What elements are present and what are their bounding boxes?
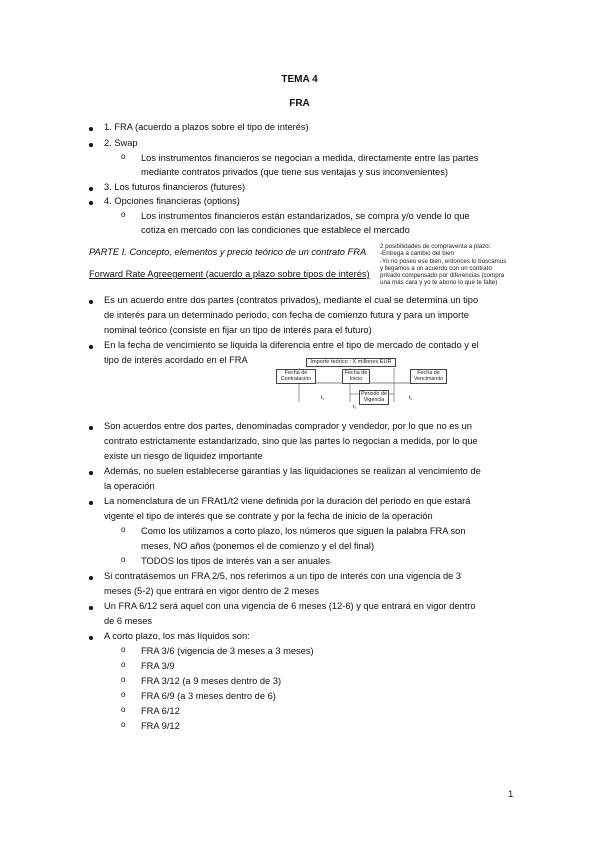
part-title: PARTE I. Concepto, elementos y precio teórico de un contrato FRA: [89, 247, 367, 257]
paragraph-line: Un FRA 6/12 será aquel con una vigencia de 6 meses (12-6) y que entrará en vigor dentro: [104, 601, 476, 611]
intro-item: 4. Opciones financieras (options): [104, 196, 240, 206]
bullet: [89, 201, 93, 205]
sub-bullet: o: [121, 720, 126, 729]
label-t2: t₂: [409, 395, 413, 401]
fra-timeline-diagram: [258, 356, 448, 414]
fra-item: FRA 6/12: [141, 706, 180, 716]
intro-item: 1. FRA (acuerdo a plazos sobre el tipo de interés): [104, 122, 309, 132]
paragraph-line: A corto plazo, los más líquidos son:: [104, 631, 250, 641]
sub-bullet: o: [121, 555, 126, 564]
bullet: [89, 187, 93, 191]
sub-line: TODOS los tipos de interés van a ser anuales: [141, 556, 330, 566]
paragraph-line: contrato estrictamente estandarizado, sino que las partes lo negocian a medida, por lo que: [104, 436, 478, 446]
paragraph-line: existe un riesgo de liquidez importante: [104, 451, 263, 461]
sub-bullet: o: [121, 705, 126, 714]
paragraph-line: meses (5-2) que entrará en vigor dentro de 2 meses: [104, 586, 319, 596]
paragraph-line: Además, no suelen establecerse garantías y las liquidaciones se realizan al vencimiento de: [104, 466, 481, 476]
box-periodo-vigencia: Periodo de Vigencia: [360, 391, 388, 403]
bullet: [89, 127, 93, 131]
doc-title: TEMA 4: [281, 74, 318, 85]
doc-subtitle: FRA: [289, 98, 310, 109]
bullet: [89, 501, 93, 505]
box-fecha-inicio: Fecha de Inicio: [342, 369, 370, 384]
paragraph-line: de 6 meses: [104, 616, 153, 626]
options-sub-line: cotiza en mercado con las condiciones que establece el mercado: [141, 225, 410, 235]
box-fecha-vencimiento: Fecha de Vencimiento: [410, 369, 447, 384]
fra-item: FRA 3/9: [141, 661, 175, 671]
paragraph-line: la operación: [104, 481, 155, 491]
intro-item: 3. Los futuros financieros (futures): [104, 182, 246, 192]
side-note: 2 posibilidades de compraventa a plazo: -Entrega a cambio del bien -Yo no poseo ese bien, entonces lo buscamos y llegamos a un acuerdo con un contrato privado compensado por diferencias (compra una más cara y yo te abono lo que te falte): [380, 243, 507, 287]
fra-item: FRA 3/12 (a 9 meses dentro de 3): [141, 676, 282, 686]
paragraph-line: Es un acuerdo entre dos partes (contratos privados), mediante el cual se determina un tipo: [104, 295, 479, 305]
paragraph-line: La nomenclatura de un FRAt1/t2 viene definida por la duración del periodo en que estará: [104, 496, 471, 506]
sub-line: meses, NO años (ponemos el de comienzo y el del final): [141, 541, 375, 551]
sub-bullet: o: [121, 152, 126, 161]
bullet: [89, 606, 93, 610]
bullet: [89, 426, 93, 430]
paragraph-line: de interés para un determinado periodo, con fecha de comienzo futura y para un importe: [104, 310, 469, 320]
sub-bullet: o: [121, 210, 126, 219]
label-t0: t₀: [321, 395, 325, 401]
paragraph-line: nominal teórico (consiste en fijar un tipo de interés para el futuro): [104, 325, 372, 335]
sub-bullet: o: [121, 660, 126, 669]
bullet: [89, 300, 93, 304]
sub-bullet: o: [121, 525, 126, 534]
swap-sub-line: mediante contratos privados (que tiene sus ventajas y sus inconvenientes): [141, 167, 448, 177]
label-t1: t₁: [353, 404, 357, 410]
bullet: [89, 471, 93, 475]
page-number: 1: [508, 789, 514, 800]
paragraph-line: tipo de interés acordado en el FRA: [104, 355, 248, 365]
section-title: Forward Rate Agreegement (acuerdo a plazo sobre tipos de interés): [89, 269, 370, 279]
box-fecha-contratacion: Fecha de Contratación: [276, 369, 316, 384]
bullet: [89, 576, 93, 580]
options-sub-line: Los instrumentos financieros están estandarizados, se compra y/o vende lo que: [141, 211, 470, 221]
sub-bullet: o: [121, 645, 126, 654]
bullet: [89, 143, 93, 147]
sub-bullet: o: [121, 675, 126, 684]
fra-item: FRA 3/6 (vigencia de 3 meses a 3 meses): [141, 646, 314, 656]
bullet: [89, 636, 93, 640]
fra-item: FRA 6/9 (a 3 meses dentro de 6): [141, 691, 276, 701]
swap-sub-line: Los instrumentos financieros se negocian a medida, directamente entre las partes: [141, 153, 479, 163]
paragraph-line: En la fecha de vencimiento se liquida la diferencia entre el tipo de mercado de contado y el: [104, 340, 479, 350]
notional-box: Importe teórico : X millones EUR: [306, 358, 396, 367]
paragraph-line: vigente el tipo de interés que se contrate y por la fecha de inicio de la operación: [104, 511, 433, 521]
paragraph-line: Si contratásemos un FRA 2/5, nos referimos a un tipo de interés con una vigencia de 3: [104, 571, 462, 581]
intro-item: 2. Swap: [104, 138, 138, 148]
bullet: [89, 345, 93, 349]
fra-item: FRA 9/12: [141, 721, 180, 731]
paragraph-line: Son acuerdos entre dos partes, denominadas comprador y vendedor, por lo que no es un: [104, 421, 472, 431]
sub-bullet: o: [121, 690, 126, 699]
sub-line: Como los utilizamos a corto plazo, los números que siguen la palabra FRA son: [141, 526, 466, 536]
